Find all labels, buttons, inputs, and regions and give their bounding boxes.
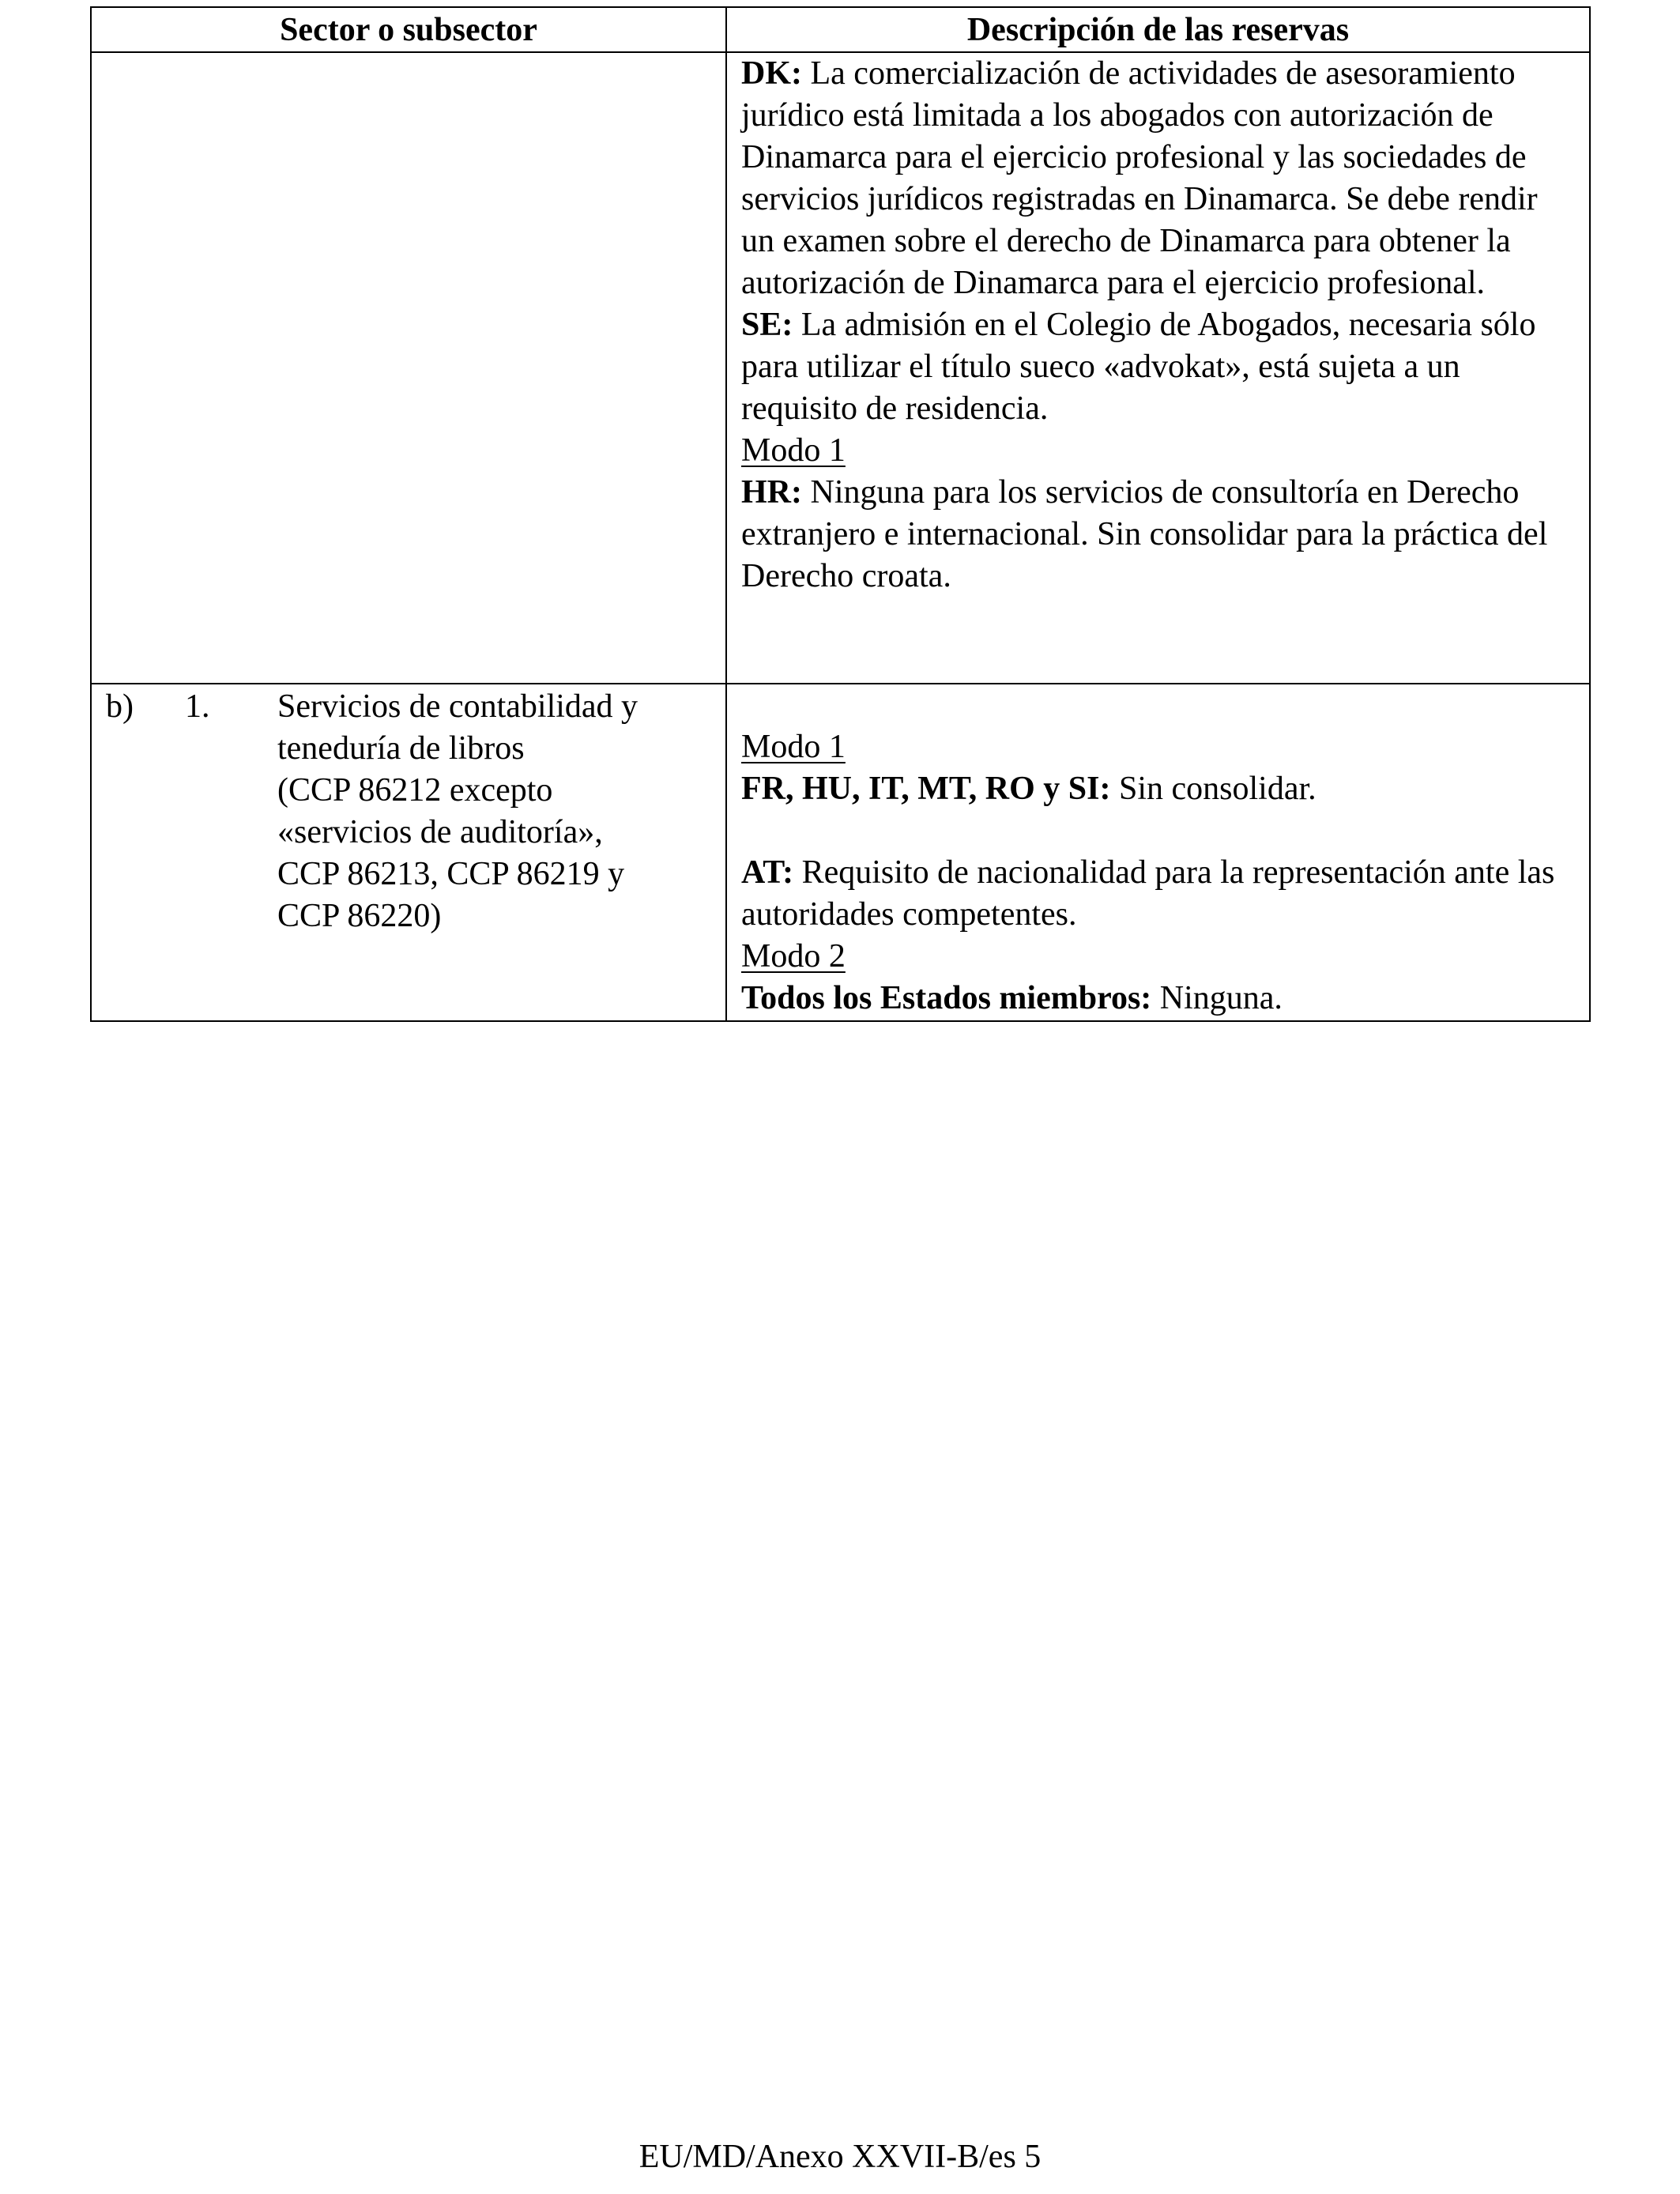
spacer	[741, 684, 1575, 726]
sector-line: «servicios de auditoría»,	[277, 814, 603, 850]
table-header-row	[91, 7, 1590, 52]
all-member-states-label: Todos los Estados miembros:	[741, 980, 1152, 1016]
sector-letter: b)	[106, 688, 134, 725]
reservation-dk	[741, 53, 1575, 304]
mode-heading	[741, 726, 1575, 768]
reservation-se	[741, 304, 1575, 430]
table-row	[91, 52, 1590, 684]
sector-line: Servicios de contabilidad y	[277, 688, 638, 725]
country-code-at: AT:	[741, 854, 794, 891]
reservations-table	[90, 6, 1591, 1022]
reservation-hr	[741, 472, 1575, 598]
country-code-hr: HR:	[741, 474, 802, 511]
sector-number: 1.	[185, 688, 210, 725]
country-code-dk: DK:	[741, 55, 802, 92]
reservation-text-se: La admisión en el Colegio de Abogados, necesaria sólo para utilizar el título sueco «advokat», está sujeta a un requisito de residencia.	[741, 307, 1536, 427]
header-description: Descripción de las reservas	[726, 7, 1590, 52]
mode-2-label: Modo 2	[741, 938, 846, 974]
reservation-text-dk: La comercialización de actividades de asesoramiento jurídico está limitada a los abogados con autorización de Dinamarca para el ejercicio profesional y las sociedades de servicios jurídicos registradas en Dinamarca. Se debe rendir un examen sobre el derecho de Dinamarca para obtener la autorización de Dinamarca para el ejercicio profesional.	[741, 55, 1538, 301]
page-footer-reference: EU/MD/Anexo XXVII-B/es 5	[638, 2139, 1042, 2175]
mode-heading	[741, 430, 1575, 472]
sector-line: CCP 86213, CCP 86219 y	[277, 856, 625, 892]
reservation-all-member-states	[741, 978, 1575, 1020]
sector-line: teneduría de libros	[277, 730, 525, 767]
description-cell	[726, 52, 1590, 684]
reservation-at	[741, 852, 1575, 936]
header-sector: Sector o subsector	[91, 7, 726, 52]
sector-entry	[106, 684, 711, 937]
mode-1-label: Modo 1	[741, 729, 846, 765]
sector-line: (CCP 86212 excepto	[277, 772, 553, 809]
reservation-text-at: Requisito de nacionalidad para la representación ante las autoridades competentes.	[741, 854, 1555, 933]
spacer	[741, 810, 1575, 852]
reservation-fr-hu-it-mt-ro-si	[741, 768, 1575, 810]
country-codes-group: FR, HU, IT, MT, RO y SI:	[741, 771, 1111, 807]
table-row	[91, 684, 1590, 1021]
reservation-text-group: Sin consolidar.	[1110, 771, 1317, 807]
sector-description	[277, 686, 711, 937]
sector-cell-empty	[91, 52, 726, 684]
country-code-se: SE:	[741, 307, 793, 343]
reservation-text-all: Ninguna.	[1151, 980, 1283, 1016]
mode-heading	[741, 936, 1575, 978]
reservation-text-hr: Ninguna para los servicios de consultoría en Derecho extranjero e internacional. Sin consolidar para la práctica del Derecho croata.	[741, 474, 1548, 594]
sector-cell	[91, 684, 726, 1021]
mode-1-label: Modo 1	[741, 432, 846, 469]
description-cell	[726, 684, 1590, 1021]
sector-line: CCP 86220)	[277, 898, 442, 934]
